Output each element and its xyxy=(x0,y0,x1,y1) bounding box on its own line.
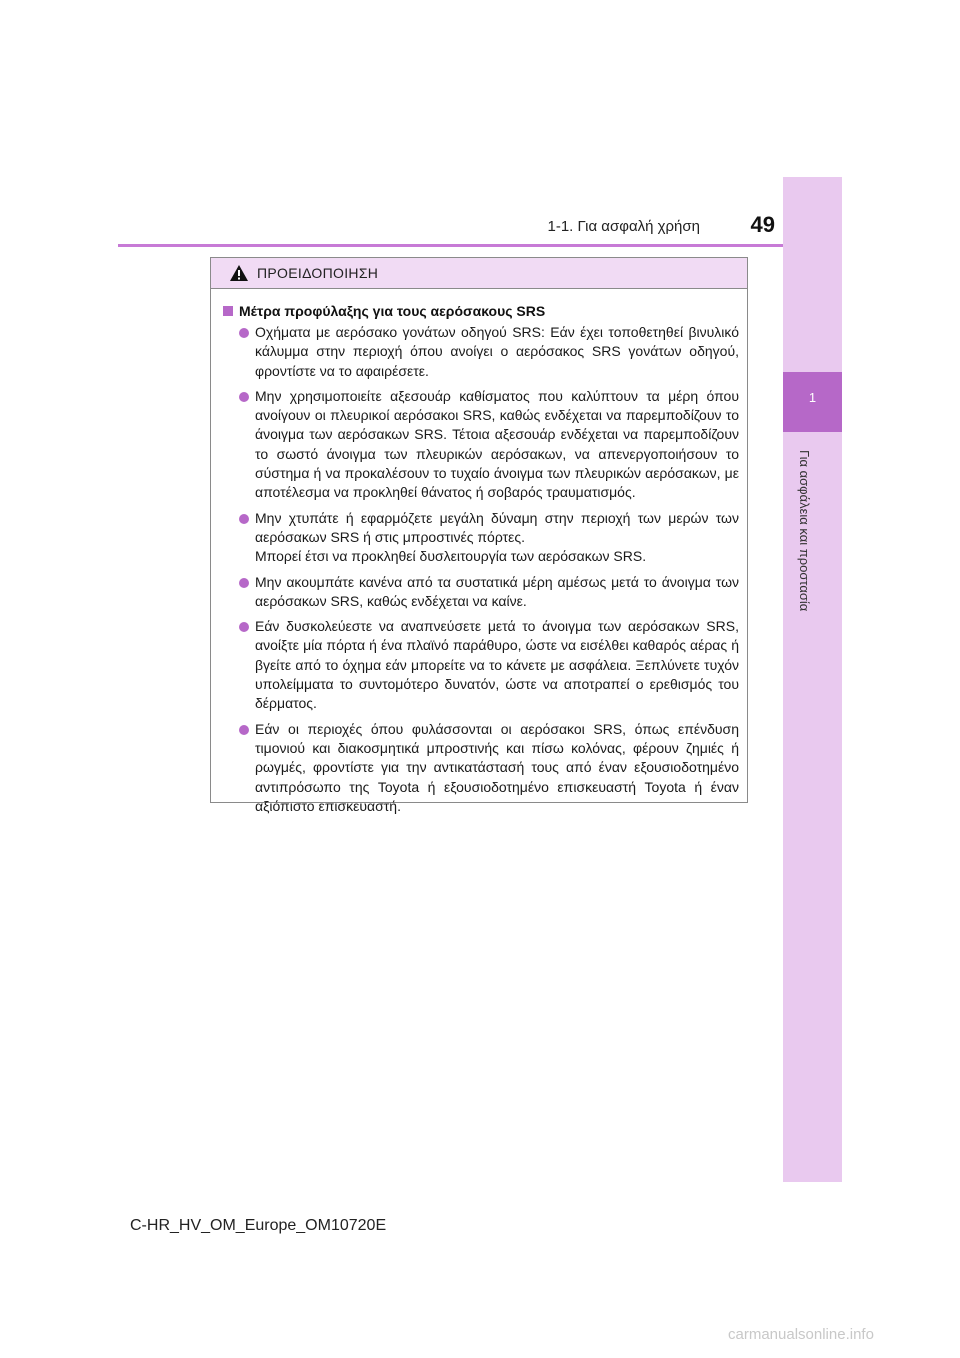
bullet-dot-icon xyxy=(239,578,249,588)
warning-header xyxy=(211,258,747,289)
bullet-dot-icon xyxy=(239,392,249,402)
list-item-text: Μην χτυπάτε ή εφαρμόζετε μεγάλη δύναμη στην περιοχή των μερών των αερόσακων SRS ή στις μπροστινές πόρτες. Μπορεί έτσι να προκληθεί δυσλειτουργία των αερόσακων SRS. xyxy=(255,509,739,565)
document-code: C-HR_HV_OM_Europe_OM10720E xyxy=(130,1217,387,1234)
list-item-text: Εάν δυσκολεύεστε να αναπνεύσετε μετά το άνοιγμα των αερόσακων SRS, ανοίξτε μία πόρτα ή ένα πλαϊνό παράθυρο, ώστε να εισέλθει καθαρός αέρας ή βγείτε από το όχημα εάν μπορείτε να το κάνετε με ασφάλεια. Ξεπλύνετε τυχόν υπολείμματα το συντομότερο δυνατόν, ώστε να αποτραπεί ο ερεθισμός του δέρματος. xyxy=(255,618,739,712)
warning-subheading xyxy=(223,301,739,321)
header-divider xyxy=(118,244,783,247)
header-section-title: 1-1. Για ασφαλή χρήση xyxy=(547,218,700,235)
list-item-text: Μην χρησιμοποιείτε αξεσουάρ καθίσματος που καλύπτουν τα μέρη όπου ανοίγουν οι πλευρικοί αερόσακοι SRS, καθώς ενδέχεται να παρεμποδίζουν το άνοιγμα των αερόσακων SRS. Τέτοια αξεσουάρ ενδέχεται να παρεμποδίζουν το σωστό άνοιγμα των πλευρικών αερόσακων, να απενεργοποιήσουν το σύστημα ή να προκαλέσουν το τυχαίο άνοιγμα των πλευρικών αερόσακων, με αποτέλεσμα να προκληθεί θάνατος ή σοβαρός τραυματισμός. xyxy=(255,387,739,501)
list-item xyxy=(223,617,739,713)
warning-subheading-text: Μέτρα προφύλαξης για τους αερόσακους SRS xyxy=(239,303,546,319)
bullet-dot-icon xyxy=(239,725,249,735)
bullet-dot-icon xyxy=(239,328,249,338)
chapter-tab-number: 1 xyxy=(808,390,817,405)
list-item xyxy=(223,509,739,567)
warning-triangle-icon xyxy=(229,264,249,282)
list-item xyxy=(223,323,739,381)
bullet-dot-icon xyxy=(239,622,249,632)
list-item xyxy=(223,573,739,612)
chapter-tab-label: Για ασφάλεια και προστασία xyxy=(797,450,812,612)
list-item-text: Εάν οι περιοχές όπου φυλάσσονται οι αερόσακοι SRS, όπως επένδυση τιμονιού και διακοσμητικά μπροστινής και πίσω κολόνας, φέρουν ζημιές ή ρωγμές, φροντίστε για την αντικατάστασή τους από έναν εξουσιοδοτημένο αντιπρόσωπο της Toyota ή εξουσιοδοτημένο επισκευαστή Toyota ή έναν αξιόπιστο επισκευαστή. xyxy=(255,720,739,814)
list-item xyxy=(223,720,739,816)
list-item xyxy=(223,387,739,503)
watermark[interactable]: carmanualsonline.info xyxy=(728,1326,874,1343)
warning-title: ΠΡΟΕΙΔΟΠΟΙΗΣΗ xyxy=(257,265,379,281)
warning-box xyxy=(210,257,748,814)
side-band xyxy=(783,177,842,1182)
bullet-dot-icon xyxy=(239,514,249,524)
page-number: 49 xyxy=(750,212,775,237)
warning-list xyxy=(223,323,739,816)
list-item-text: Οχήματα με αερόσακο γονάτων οδηγού SRS: Εάν έχει τοποθετηθεί βινυλικό κάλυμμα στην περιοχή όπου ανοίγει ο αερόσακος SRS γονάτων οδηγού, φροντίστε να το αφαιρέσετε. xyxy=(255,324,739,379)
square-bullet-icon xyxy=(223,306,233,316)
list-item-text: Μην ακουμπάτε κανένα από τα συστατικά μέρη αμέσως μετά το άνοιγμα των αερόσακων SRS, καθώς ενδέχεται να καίνε. xyxy=(255,573,739,609)
warning-content xyxy=(211,289,747,816)
